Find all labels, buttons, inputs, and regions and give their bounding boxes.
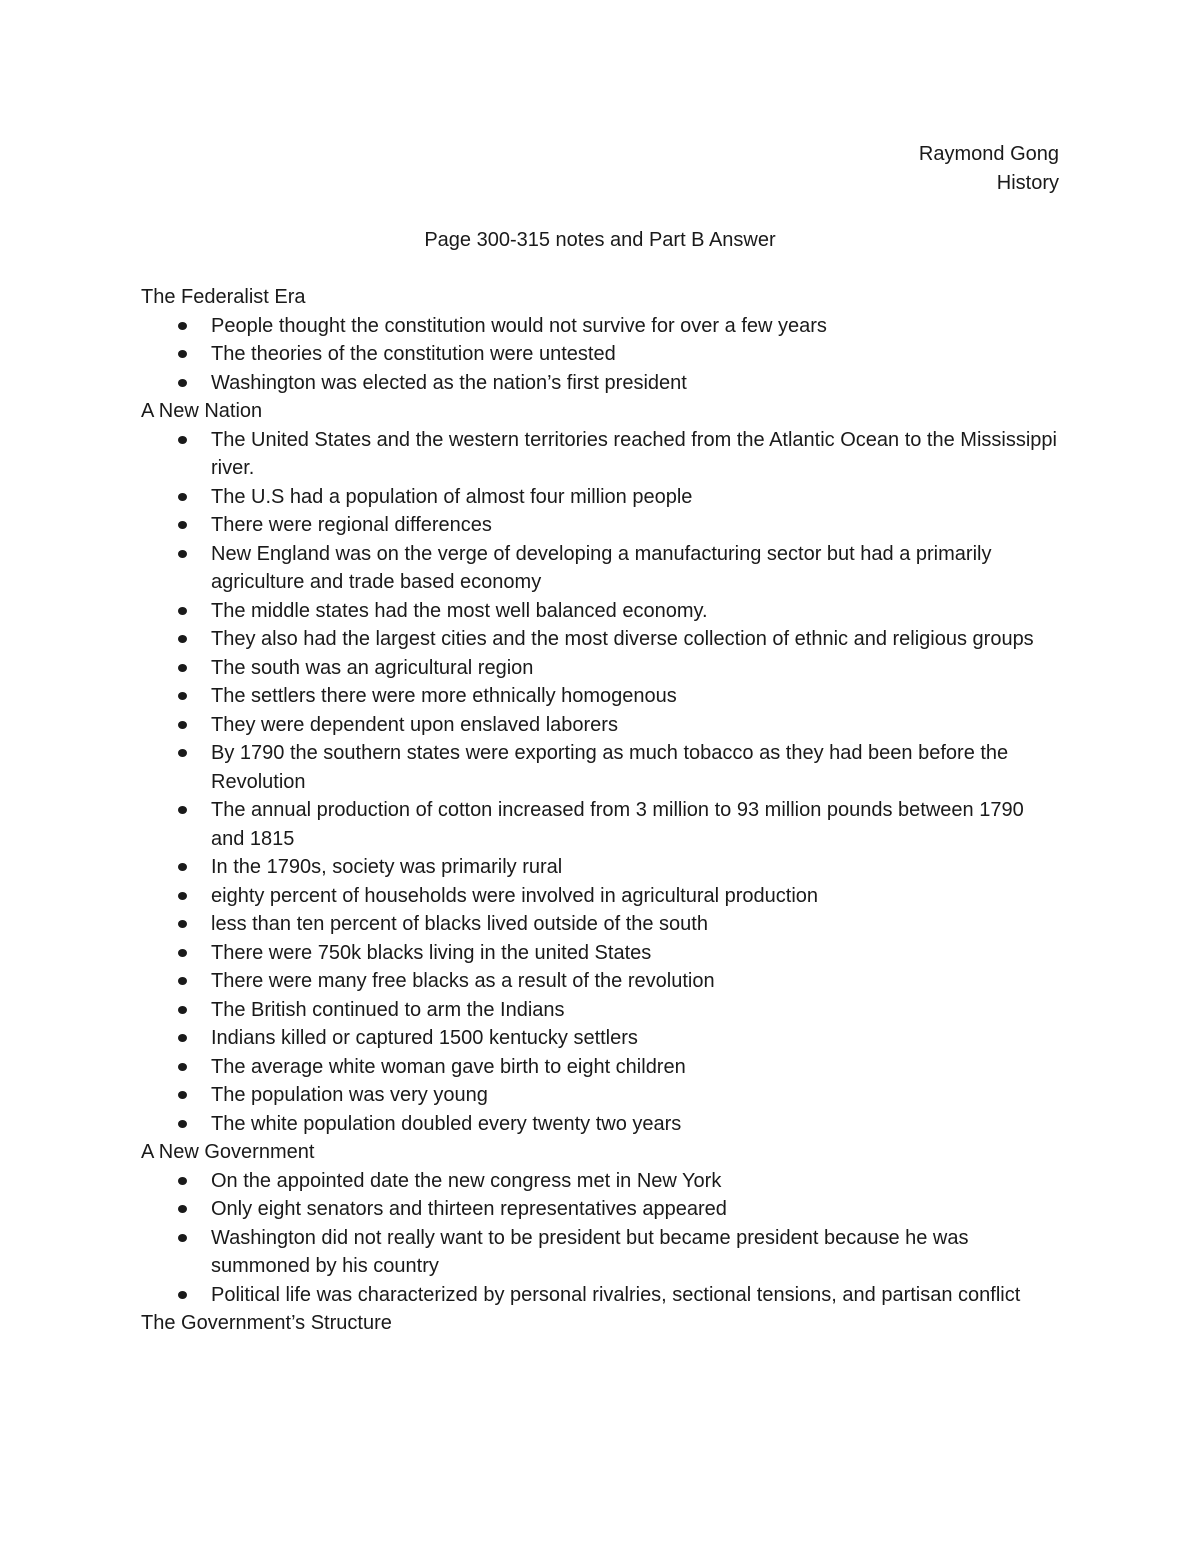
- list-item: [141, 540, 1061, 597]
- bullet-icon: [178, 749, 187, 757]
- list-item-text: On the appointed date the new congress met in New York: [211, 1169, 722, 1192]
- list-item-text: The annual production of cotton increased from 3 million to 93 million pounds between 1790 and 1815: [211, 799, 1024, 850]
- list-item-text: The United States and the western territories reached from the Atlantic Ocean to the Mississippi river.: [211, 428, 1057, 479]
- list-item: [141, 910, 1061, 939]
- bullet-icon: [178, 920, 187, 928]
- bullet-icon: [178, 892, 187, 900]
- bullet-icon: [178, 1091, 187, 1099]
- notes-body: [141, 283, 1061, 1338]
- document-title: Page 300-315 notes and Part B Answer: [424, 229, 776, 251]
- bullet-icon: [178, 863, 187, 871]
- list-item: [141, 711, 1061, 740]
- bullet-icon: [178, 1120, 187, 1128]
- list-item: [141, 369, 1061, 398]
- list-item-text: The average white woman gave birth to eight children: [211, 1055, 686, 1078]
- list-item-text: The settlers there were more ethnically homogenous: [211, 685, 677, 707]
- list-item-text: Political life was characterized by personal rivalries, sectional tensions, and partisan conflict: [211, 1283, 1021, 1306]
- list-item: [141, 312, 1061, 341]
- list-item-text: The theories of the constitution were untested: [211, 343, 616, 365]
- list-item: [141, 1281, 1061, 1310]
- list-item: [141, 1024, 1061, 1053]
- bullet-icon: [178, 322, 187, 330]
- list-item-text: The population was very young: [211, 1084, 488, 1106]
- list-item-text: The middle states had the most well balanced economy.: [211, 599, 708, 622]
- bullet-icon: [178, 1177, 187, 1185]
- list-item-text: There were many free blacks as a result of the revolution: [211, 970, 715, 992]
- section-heading: The Federalist Era: [141, 286, 306, 308]
- list-item: [141, 625, 1061, 654]
- bullet-icon: [178, 721, 187, 729]
- bullet-icon: [178, 379, 187, 387]
- author-header: [919, 140, 1059, 197]
- list-item: [141, 426, 1061, 483]
- list-item-text: They were dependent upon enslaved laborers: [211, 713, 618, 736]
- bullet-icon: [178, 607, 187, 615]
- list-item: [141, 739, 1061, 796]
- bullet-icon: [178, 664, 187, 672]
- bullet-icon: [178, 1034, 187, 1042]
- bullet-list: [141, 426, 1061, 1139]
- list-item-text: Washington did not really want to be president but became president because he was summoned by his country: [211, 1226, 969, 1277]
- list-item: [141, 483, 1061, 512]
- bullet-icon: [178, 521, 187, 529]
- bullet-icon: [178, 493, 187, 501]
- bullet-list: [141, 312, 1061, 398]
- bullet-icon: [178, 692, 187, 700]
- bullet-icon: [178, 350, 187, 358]
- list-item-text: The south was an agricultural region: [211, 656, 534, 679]
- list-item-text: Only eight senators and thirteen representatives appeared: [211, 1198, 727, 1220]
- list-item-text: less than ten percent of blacks lived outside of the south: [211, 913, 708, 935]
- list-item-text: The U.S had a population of almost four million people: [211, 485, 693, 508]
- list-item-text: The British continued to arm the Indians: [211, 998, 565, 1021]
- list-item: [141, 682, 1061, 711]
- list-item: [141, 967, 1061, 996]
- author-name: Raymond Gong: [918, 143, 1059, 165]
- section-heading: A New Nation: [141, 400, 263, 422]
- list-item-text: There were 750k blacks living in the united States: [211, 941, 652, 964]
- list-item-text: The white population doubled every twenty two years: [211, 1112, 682, 1135]
- bullet-icon: [178, 1006, 187, 1014]
- list-item-text: Indians killed or captured 1500 kentucky settlers: [211, 1027, 638, 1049]
- bullet-icon: [178, 1205, 187, 1213]
- bullet-icon: [178, 1063, 187, 1071]
- list-item: [141, 1167, 1061, 1196]
- list-item-text: Washington was elected as the nation’s first president: [211, 371, 687, 394]
- section-heading: The Government’s Structure: [141, 1312, 392, 1334]
- list-item-text: New England was on the verge of developing a manufacturing sector but had a primarily agriculture and trade based economy: [211, 542, 992, 593]
- list-item: [141, 654, 1061, 683]
- list-item-text: People thought the constitution would not survive for over a few years: [211, 314, 827, 337]
- list-item: [141, 853, 1061, 882]
- bullet-icon: [178, 977, 187, 985]
- list-item: [141, 939, 1061, 968]
- bullet-icon: [178, 806, 187, 814]
- bullet-icon: [178, 436, 187, 444]
- list-item-text: They also had the largest cities and the most diverse collection of ethnic and religious groups: [211, 628, 1034, 650]
- list-item: [141, 796, 1061, 853]
- bullet-list: [141, 1167, 1061, 1310]
- list-item: [141, 1224, 1061, 1281]
- bullet-icon: [178, 1291, 187, 1299]
- list-item: [141, 1110, 1061, 1139]
- list-item: [141, 511, 1061, 540]
- list-item-text: In the 1790s, society was primarily rural: [211, 856, 563, 878]
- bullet-icon: [178, 949, 187, 957]
- subject-name: History: [996, 171, 1059, 194]
- list-item-text: eighty percent of households were involved in agricultural production: [211, 884, 819, 907]
- bullet-icon: [178, 1234, 187, 1242]
- list-item: [141, 597, 1061, 626]
- list-item-text: There were regional differences: [211, 514, 492, 536]
- list-item: [141, 996, 1061, 1025]
- list-item: [141, 1081, 1061, 1110]
- list-item: [141, 1195, 1061, 1224]
- bullet-icon: [178, 635, 187, 643]
- section-heading: A New Government: [141, 1141, 315, 1163]
- list-item-text: By 1790 the southern states were exporting as much tobacco as they had been before the Revolution: [211, 742, 1009, 793]
- bullet-icon: [178, 550, 187, 558]
- list-item: [141, 882, 1061, 911]
- list-item: [141, 340, 1061, 369]
- list-item: [141, 1053, 1061, 1082]
